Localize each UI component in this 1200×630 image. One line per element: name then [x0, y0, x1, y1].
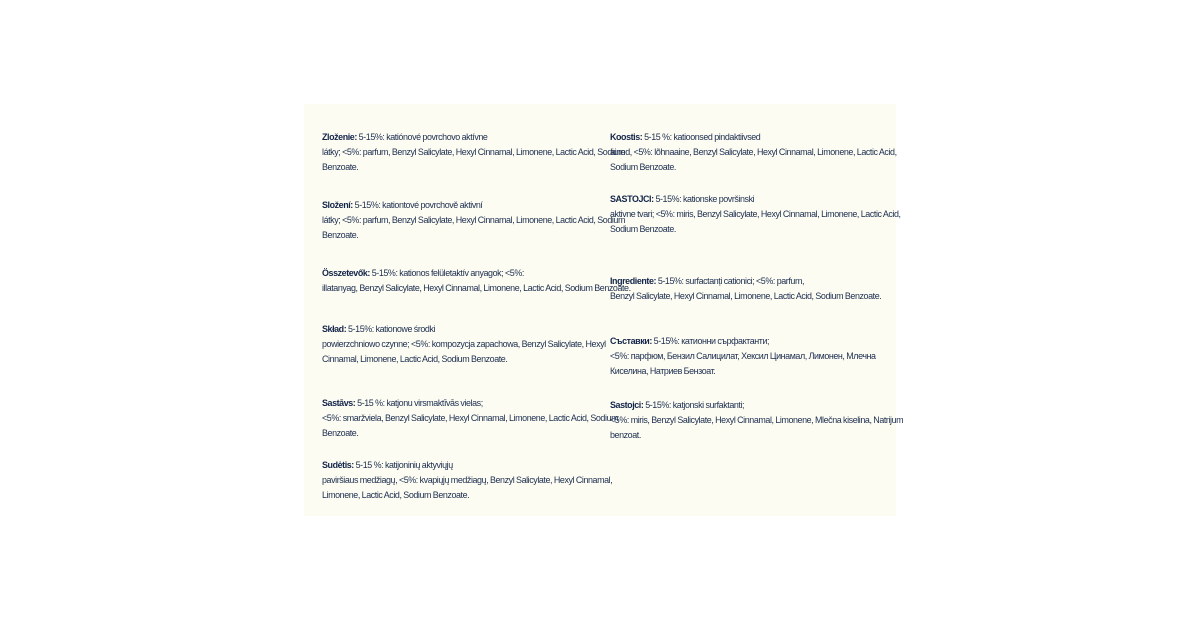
language-label: Sastojci: [610, 400, 644, 411]
entry-line [610, 274, 872, 289]
ingredients-polish [322, 322, 606, 367]
entry-line: illatanyag, Benzyl Salicylate, Hexyl Cinnamal, Limonene, Lactic Acid, Sodium Benzoate. [322, 283, 631, 294]
ingredients-serbian [610, 398, 904, 443]
entry-text: 5-15%: kationtové povrchově aktivní [352, 200, 483, 211]
entry-line: Киселина, Натриев Бензоат. [610, 366, 716, 377]
language-label: Ingrediente: [610, 276, 657, 287]
entry-text: 5-15%: surfactanți cationici; <5%: parfum, [656, 276, 805, 287]
ingredients-czech [322, 198, 625, 243]
ingredients-bulgarian [610, 334, 876, 379]
entry-line: paviršiaus medžiagų, <5%: kvapiųjų medžiagų, Benzyl Salicylate, Hexyl Cinnamal, [322, 475, 613, 486]
entry-text: 5-15 %: katioonsed pindaktiivsed [642, 132, 761, 143]
ingredients-label-panel [304, 104, 904, 516]
language-label: SASTOJCI: [610, 194, 654, 205]
entry-line: látky; <5%: parfum, Benzyl Salicylate, Hexyl Cinnamal, Limonene, Lactic Acid, Sodium [322, 147, 625, 158]
entry-text: 5-15 %: katijoninių aktyviųjų [353, 460, 453, 471]
language-label: Összetevők: [322, 268, 370, 279]
language-label: Skład: [322, 324, 347, 335]
entry-line: látky; <5%: parfum, Benzyl Salicylate, Hexyl Cinnamal, Limonene, Lactic Acid, Sodium [322, 215, 625, 226]
entry-line: Benzoate. [322, 230, 359, 241]
entry-line: <5%: miris, Benzyl Salicylate, Hexyl Cinnamal, Limonene, Mlečna kiselina, Natrijum [610, 415, 904, 426]
entry-line: Limonene, Lactic Acid, Sodium Benzoate. [322, 490, 470, 501]
entry-text: 5-15%: kationos felületaktív anyagok; <5%: [369, 268, 524, 279]
entry-text: 5-15%: katiónové povrchovo aktívne [356, 132, 488, 143]
entry-line [322, 322, 592, 337]
entry-line [322, 198, 592, 213]
entry-line [322, 266, 592, 281]
ingredients-slovak [322, 130, 625, 175]
ingredients-hungarian [322, 266, 631, 296]
entry-line: <5%: парфюм, Бензил Салицилат, Хексил Цинамал, Лимонен, Млечна [610, 351, 876, 362]
entry-line [322, 458, 592, 473]
entry-line: powierzchniowo czynne; <5%: kompozycja zapachowa, Benzyl Salicylate, Hexyl [322, 339, 606, 350]
entry-text: 5-15 %: katjonu virsmaktīvās vielas; [355, 398, 483, 409]
entry-line: ained, <5%: lõhnaaine, Benzyl Salicylate, Hexyl Cinnamal, Limonene, Lactic Acid, [610, 147, 897, 158]
entry-text: 5-15%: kationske površinski [653, 194, 755, 205]
entry-line: aktivne tvari; <5%: miris, Benzyl Salicylate, Hexyl Cinnamal, Limonene, Lactic Acid, [610, 209, 901, 220]
entry-line [322, 130, 592, 145]
entry-line: Cinnamal, Limonene, Lactic Acid, Sodium Benzoate. [322, 354, 508, 365]
entry-line [610, 398, 872, 413]
entry-line [610, 192, 872, 207]
entry-line: benzoat. [610, 430, 641, 441]
entry-line [610, 130, 872, 145]
entry-text: 5-15%: kationowe środki [346, 324, 436, 335]
language-label: Съставки: [610, 336, 652, 347]
language-label: Koostis: [610, 132, 643, 143]
ingredients-romanian [610, 274, 882, 304]
ingredients-latvian [322, 396, 619, 441]
entry-line [322, 396, 592, 411]
language-label: Sastāvs: [322, 398, 356, 409]
language-label: Sudėtis: [322, 460, 354, 471]
ingredients-croatian [610, 192, 901, 237]
entry-line: Benzoate. [322, 162, 359, 173]
ingredients-estonian [610, 130, 897, 175]
entry-line: Benzoate. [322, 428, 359, 439]
ingredients-lithuanian [322, 458, 613, 503]
entry-line [610, 334, 872, 349]
language-label: Složení: [322, 200, 353, 211]
entry-line: Sodium Benzoate. [610, 162, 676, 173]
language-label: Zloženie: [322, 132, 357, 143]
entry-text: 5-15%: katjonski surfaktanti; [643, 400, 745, 411]
entry-line: Sodium Benzoate. [610, 224, 676, 235]
entry-line: Benzyl Salicylate, Hexyl Cinnamal, Limonene, Lactic Acid, Sodium Benzoate. [610, 291, 882, 302]
entry-line: <5%: smaržviela, Benzyl Salicylate, Hexyl Cinnamal, Limonene, Lactic Acid, Sodium [322, 413, 619, 424]
entry-text: 5-15%: катионни сърфактанти; [651, 336, 770, 347]
